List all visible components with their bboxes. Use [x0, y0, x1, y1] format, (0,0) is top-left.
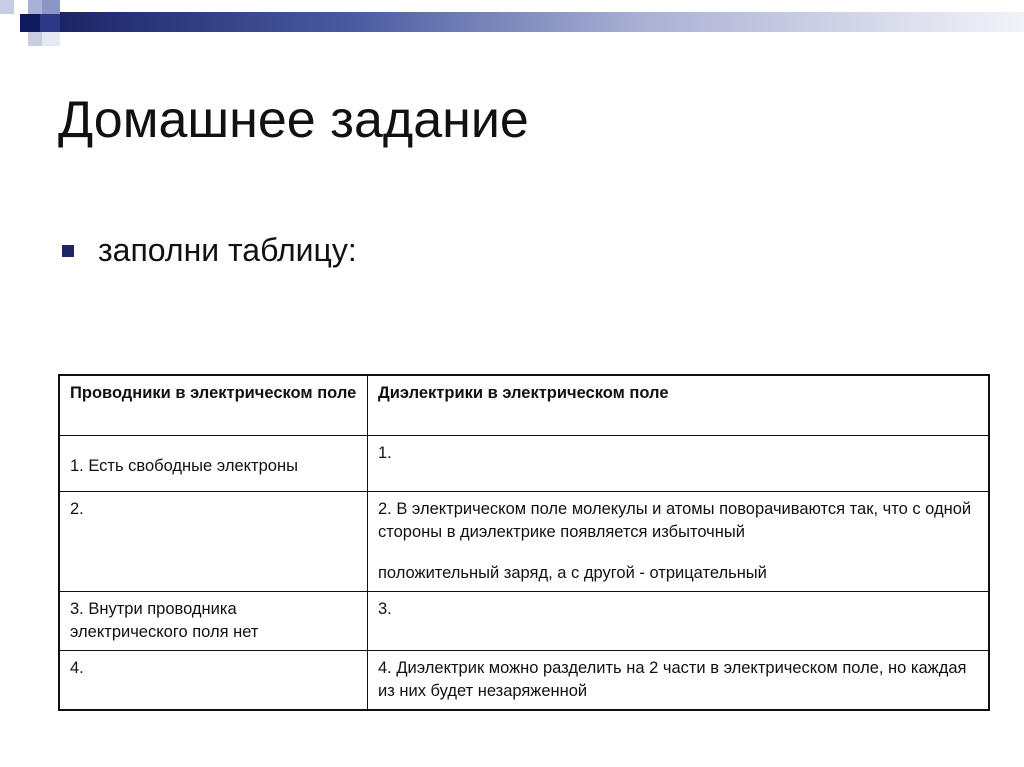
cell-text-line: положительный заряд, а с другой - отрицательный — [378, 563, 767, 582]
table-row — [59, 650, 989, 710]
header-gradient-bar — [60, 12, 1024, 32]
decor-square — [42, 32, 60, 46]
table-row — [59, 591, 989, 650]
decor-square — [40, 14, 60, 32]
decor-square — [42, 0, 60, 14]
homework-table — [58, 374, 990, 711]
table-cell: 3. — [368, 591, 990, 650]
decor-square — [0, 0, 14, 14]
table-header-row — [59, 375, 989, 435]
cell-text-line: 2. В электрическом поле молекулы и атомы поворачиваются так, что с одной стороны в диэлектрике появляется избыточный — [378, 499, 972, 541]
table-row — [59, 491, 989, 591]
decor-square — [0, 14, 20, 32]
decor-square — [28, 0, 42, 14]
table-cell — [368, 491, 990, 591]
bullet-item — [62, 232, 357, 269]
header-dielectrics: Диэлектрики в электрическом поле — [368, 375, 990, 435]
decor-square — [20, 14, 40, 32]
decor-square — [14, 0, 28, 14]
table-cell: 2. — [59, 491, 368, 591]
table-cell: 4. — [59, 650, 368, 710]
table-cell: 3. Внутри проводника электрического поля нет — [59, 591, 368, 650]
slide-title: Домашнее задание — [58, 91, 529, 149]
table-row — [59, 435, 989, 491]
header-conductors: Проводники в электрическом поле — [59, 375, 368, 435]
square-bullet-icon — [62, 245, 74, 257]
decor-square — [28, 32, 42, 46]
bullet-text: заполни таблицу: — [98, 232, 357, 268]
table-cell: 1. Есть свободные электроны — [59, 435, 368, 491]
table-cell: 1. — [368, 435, 990, 491]
table-cell: 4. Диэлектрик можно разделить на 2 части в электрическом поле, но каждая из них будет незаряженной — [368, 650, 990, 710]
